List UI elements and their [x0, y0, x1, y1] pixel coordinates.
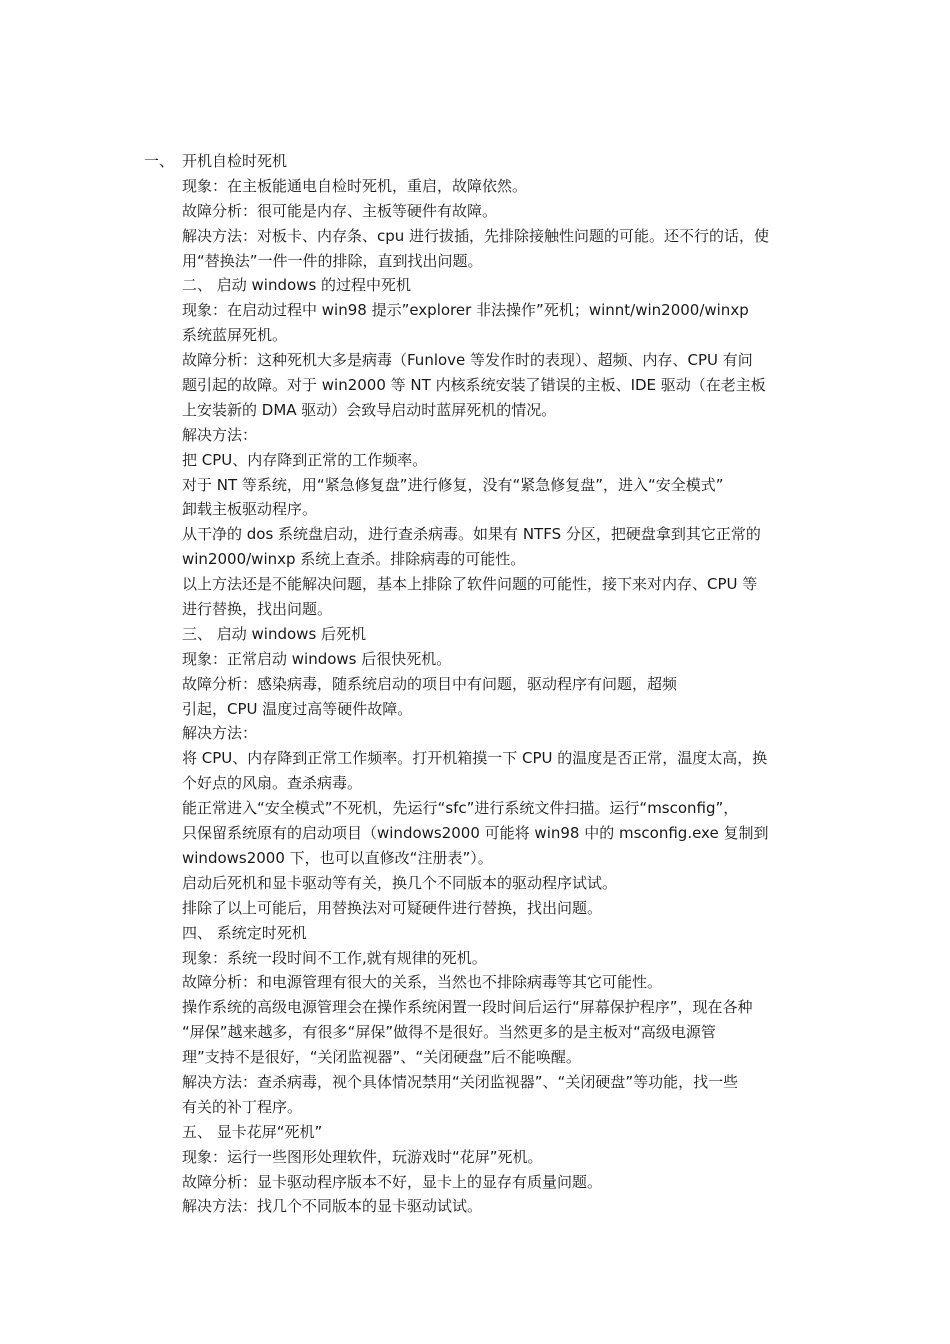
section-heading-1	[144, 149, 810, 174]
text-line: 进行替换，找出问题。	[182, 600, 333, 619]
text-line: 解决方法：找几个不同版本的显卡驱动试试。	[182, 1197, 483, 1216]
text-line: 把 CPU、内存降到正常的工作频率。	[182, 450, 428, 469]
text-line: 排除了以上可能后，用替换法对可疑硬件进行替换，找出问题。	[182, 898, 603, 917]
text-line: win2000/winxp 系统上查杀。排除病毒的可能性。	[182, 550, 526, 569]
text-line: 解决方法：	[182, 425, 258, 444]
text-line: 故障分析：这种死机大多是病毒（Funlove 等发作时的表现）、超频、内存、CPU 有问	[182, 351, 753, 370]
text-line: 故障分析：感染病毒，随系统启动的项目中有问题，驱动程序有问题，超频	[182, 674, 678, 693]
text-line: 上安装新的 DMA 驱动）会致导启动时蓝屏死机的情况。	[182, 400, 557, 419]
text-line: 以上方法还是不能解决问题，基本上排除了软件问题的可能性，接下来对内存、CPU 等	[182, 575, 758, 594]
text-lines	[182, 174, 810, 1219]
text-line: 五、 显卡花屏“死机”	[182, 1122, 323, 1141]
text-line: 启动后死机和显卡驱动等有关，换几个不同版本的驱动程序试试。	[182, 873, 618, 892]
text-line: 理”支持不是很好，“关闭监视器”、“关闭硬盘”后不能唤醒。	[182, 1048, 581, 1067]
text-line: 对于 NT 等系统，用“紧急修复盘”进行修复，没有“紧急修复盘”，进入“安全模式”	[182, 475, 724, 494]
text-line: 现象：运行一些图形处理软件，玩游戏时“花屏”死机。	[182, 1147, 543, 1166]
text-line: 将 CPU、内存降到正常工作频率。打开机箱摸一下 CPU 的温度是否正常，温度太高，换	[182, 749, 768, 768]
text-line: 二、 启动 windows 的过程中死机	[182, 276, 412, 295]
text-line: “屏保”越来越多，有很多“屏保”做得不是很好。当然更多的是主板对“高级电源管	[182, 1023, 716, 1042]
text-line: 解决方法：	[182, 724, 258, 743]
text-line: 题引起的故障。对于 win2000 等 NT 内核系统安装了错误的主板、IDE 驱动（在老主板	[182, 376, 766, 395]
text-line: 系统蓝屏死机。	[182, 326, 288, 345]
text-line: 现象：在启动过程中 win98 提示”explorer 非法操作”死机；winnt/win2000/winxp	[182, 301, 749, 320]
text-line: 四、 系统定时死机	[182, 923, 307, 942]
text-line: 解决方法：查杀病毒，视个具体情况禁用“关闭监视器”、“关闭硬盘”等功能，找一些	[182, 1072, 739, 1091]
text-line: 三、 启动 windows 后死机	[182, 624, 367, 643]
text-line: 故障分析：和电源管理有很大的关系，当然也不排除病毒等其它可能性。	[182, 973, 663, 992]
text-line: 故障分析：很可能是内存、主板等硬件有故障。	[182, 201, 498, 220]
text-line: 现象：系统一段时间不工作,就有规律的死机。	[182, 948, 487, 967]
text-line: 卸载主板驱动程序。	[182, 500, 318, 519]
text-line: 解决方法：对板卡、内存条、cpu 进行拔插，先排除接触性问题的可能。还不行的话，使	[182, 226, 770, 245]
text-line: 引起，CPU 温度过高等硬件故障。	[182, 699, 413, 718]
text-line: 能正常进入“安全模式”不死机，先运行“sfc”进行系统文件扫描。运行“msconfig”，	[182, 799, 739, 818]
text-line: 操作系统的高级电源管理会在操作系统闲置一段时间后运行“屏幕保护程序”，现在各种	[182, 998, 753, 1017]
section-title-1: 开机自检时死机	[182, 152, 288, 170]
text-line: 有关的补丁程序。	[182, 1097, 303, 1116]
text-line: 从干净的 dos 系统盘启动，进行查杀病毒。如果有 NTFS 分区，把硬盘拿到其它正常的	[182, 525, 761, 544]
text-line: 只保留系统原有的启动项目（windows2000 可能将 win98 中的 msconfig.exe 复制到	[182, 824, 769, 843]
text-line: 现象：正常启动 windows 后很快死机。	[182, 649, 452, 668]
text-line: 个好点的风扇。查杀病毒。	[182, 774, 363, 793]
text-line: windows2000 下，也可以直修改“注册表”）。	[182, 848, 493, 867]
document-body	[144, 149, 810, 1219]
text-line: 用“替换法”一件一件的排除，直到找出问题。	[182, 251, 483, 270]
text-line: 现象：在主板能通电自检时死机，重启，故障依然。	[182, 176, 528, 195]
section-number-1: 一、	[144, 152, 175, 170]
text-line: 故障分析：显卡驱动程序版本不好，显卡上的显存有质量问题。	[182, 1172, 603, 1191]
